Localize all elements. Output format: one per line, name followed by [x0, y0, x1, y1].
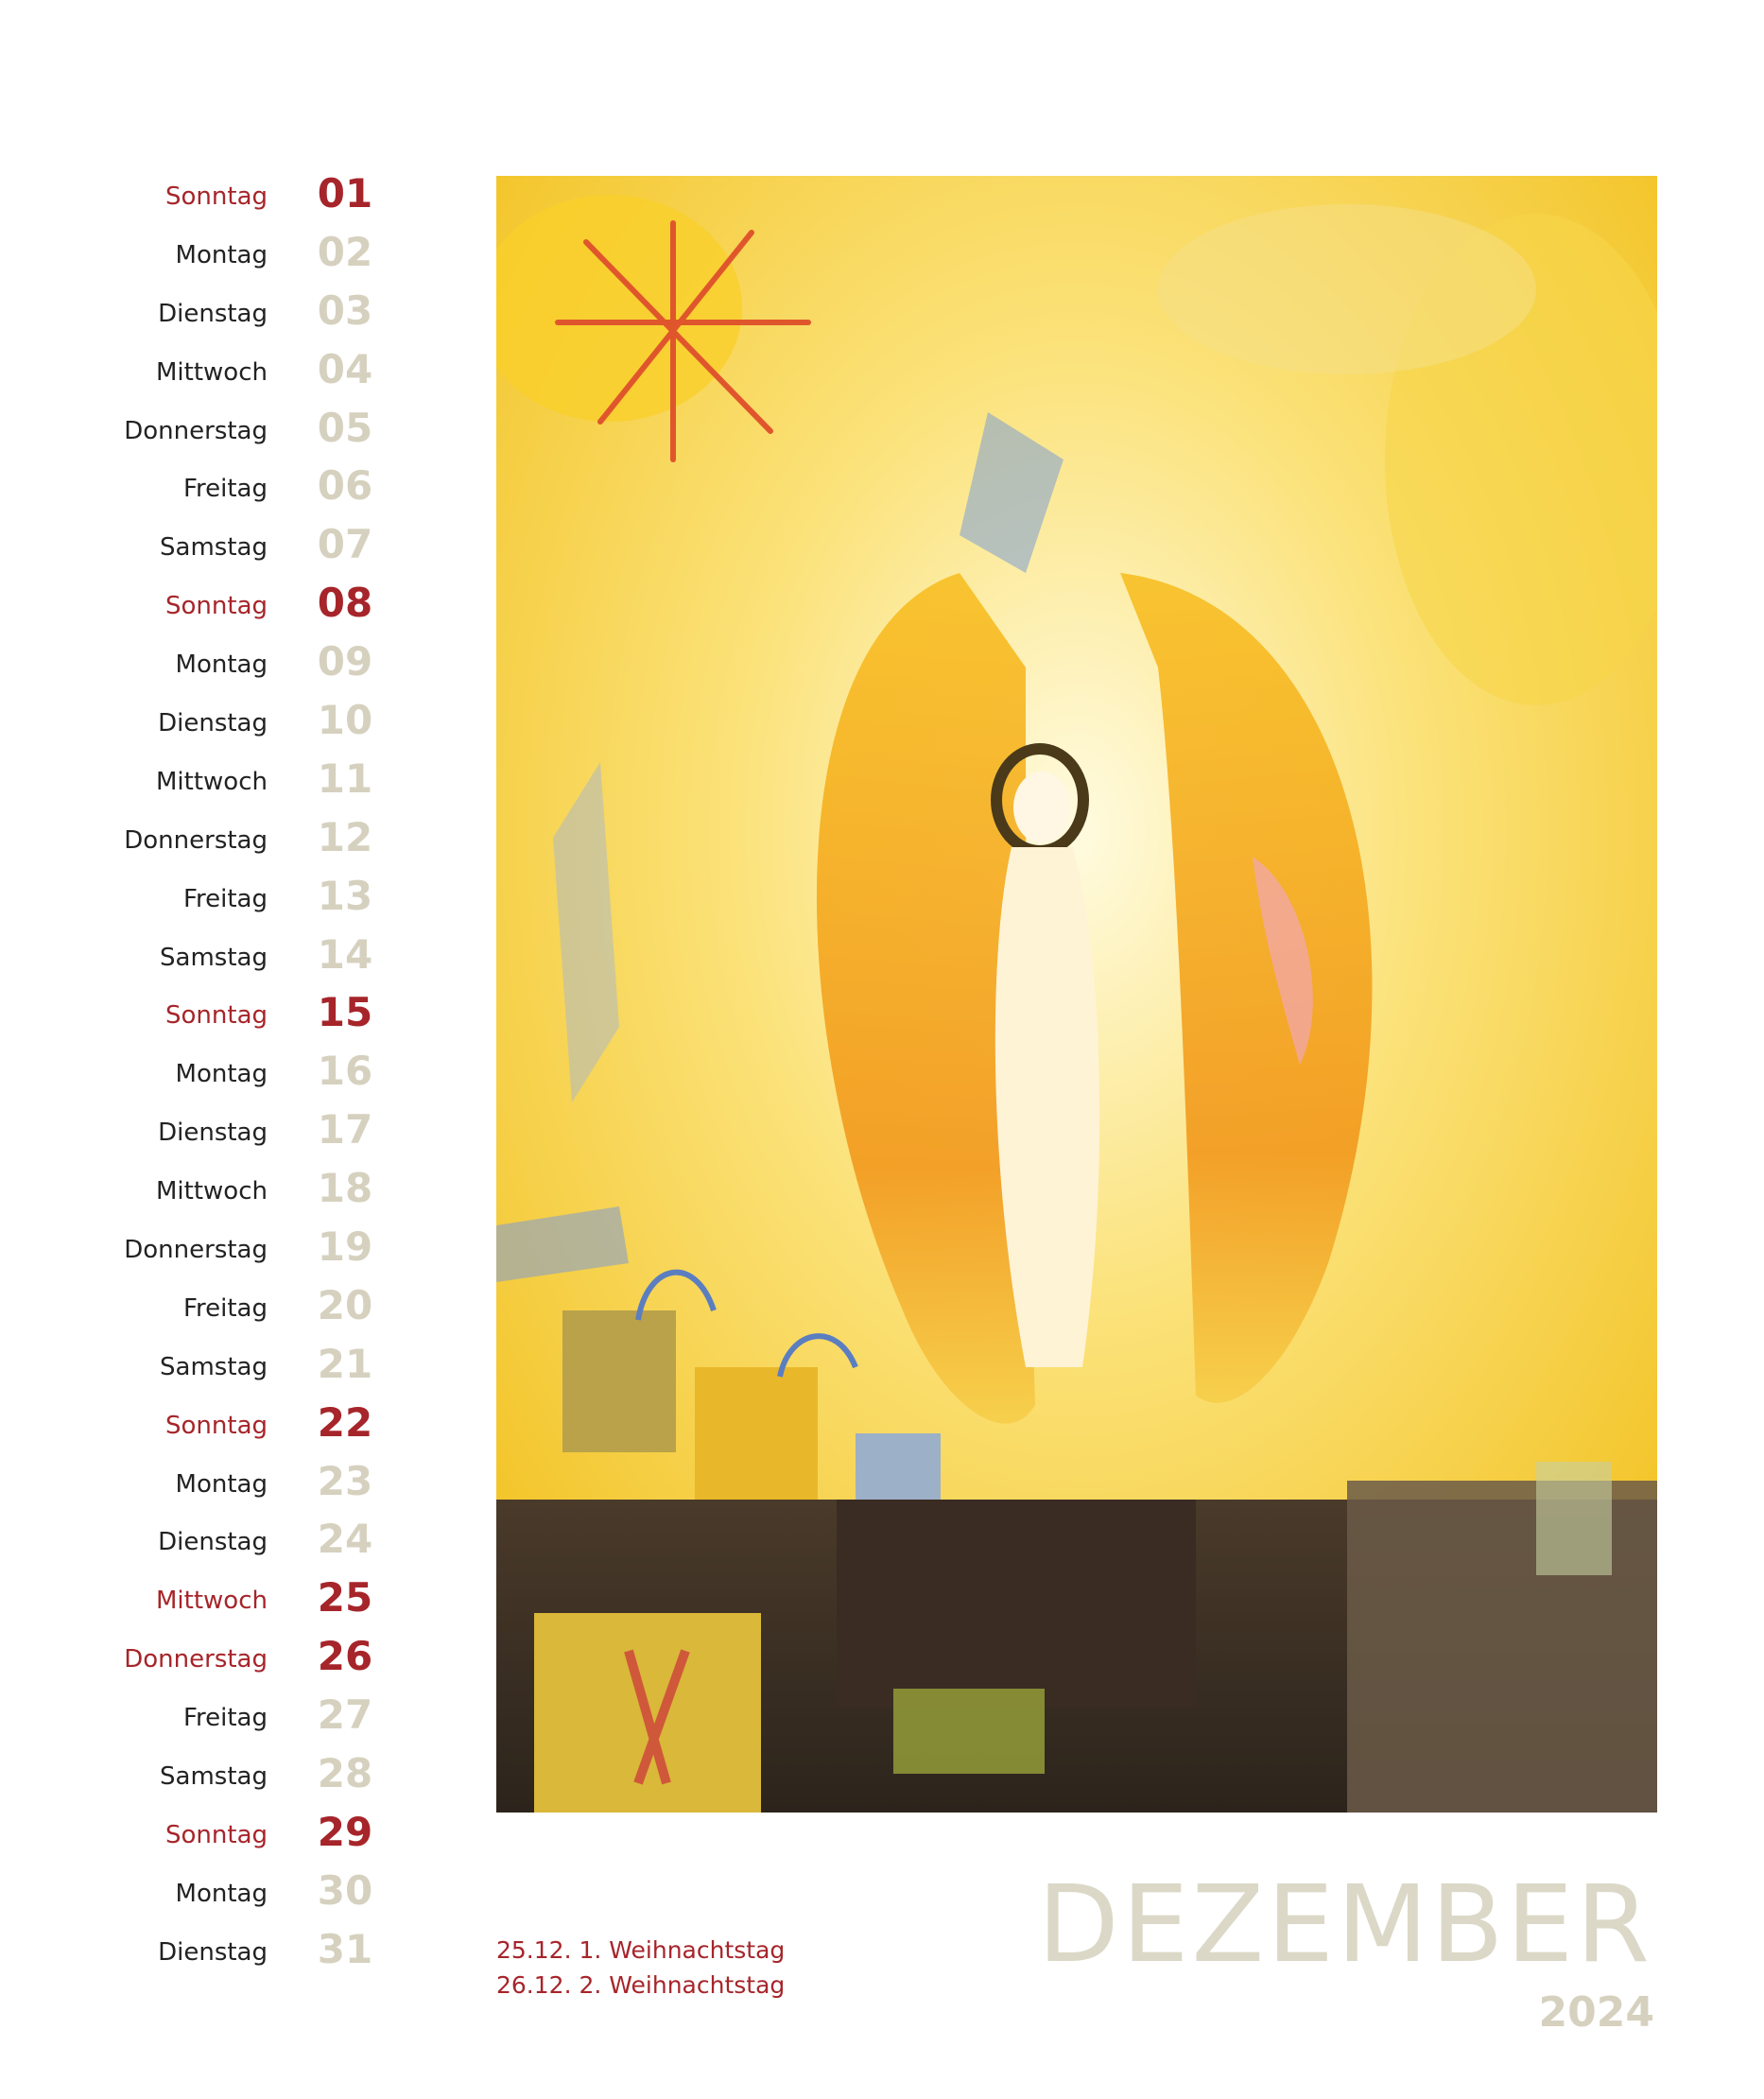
- day-number: 19: [317, 1223, 373, 1271]
- day-number: 17: [317, 1106, 373, 1154]
- weekday-label: Freitag: [182, 1293, 268, 1323]
- weekday-label: Dienstag: [158, 1119, 268, 1148]
- day-row: [0, 1863, 397, 1921]
- weekday-label: Sonntag: [165, 182, 268, 211]
- painting-artwork: [496, 176, 1657, 1813]
- weekday-label: Samstag: [160, 533, 268, 563]
- weekday-label: Sonntag: [165, 1820, 268, 1849]
- weekday-label: Montag: [175, 651, 268, 680]
- day-row: [0, 1687, 397, 1745]
- day-row: [0, 633, 397, 692]
- day-row: [0, 1570, 397, 1628]
- day-row: [0, 1745, 397, 1804]
- weekday-label: Dienstag: [158, 709, 268, 738]
- day-row: [0, 575, 397, 633]
- day-number: 07: [317, 521, 373, 568]
- day-number: 11: [317, 755, 373, 802]
- day-number: 25: [317, 1574, 373, 1622]
- day-row: [0, 1453, 397, 1512]
- day-number: 24: [317, 1516, 373, 1563]
- day-number: 30: [317, 1866, 373, 1914]
- weekday-label: Dienstag: [158, 299, 268, 328]
- weekday-label: Mittwoch: [156, 1587, 268, 1616]
- day-number: 20: [317, 1281, 373, 1328]
- weekday-label: Mittwoch: [156, 1177, 268, 1206]
- weekday-label: Montag: [175, 1879, 268, 1908]
- day-number: 26: [317, 1633, 373, 1680]
- weekday-label: Freitag: [182, 475, 268, 504]
- day-number: 02: [317, 228, 373, 275]
- weekday-label: Donnerstag: [124, 1645, 268, 1674]
- day-number: 04: [317, 345, 373, 392]
- day-row: [0, 984, 397, 1043]
- day-number: 03: [317, 286, 373, 334]
- day-number: 15: [317, 989, 373, 1036]
- day-number: 29: [317, 1808, 373, 1855]
- day-row: [0, 458, 397, 516]
- weekday-label: Dienstag: [158, 1937, 268, 1967]
- day-row: [0, 165, 397, 224]
- weekday-label: Sonntag: [165, 1411, 268, 1440]
- day-row: [0, 400, 397, 459]
- day-number: 12: [317, 813, 373, 860]
- weekday-label: Dienstag: [158, 1528, 268, 1557]
- day-row: [0, 809, 397, 868]
- day-row: [0, 751, 397, 809]
- day-row: [0, 341, 397, 400]
- weekday-label: Freitag: [182, 1704, 268, 1733]
- day-row: [0, 868, 397, 927]
- day-row: [0, 1395, 397, 1453]
- weekday-label: Mittwoch: [156, 767, 268, 796]
- day-row: [0, 1102, 397, 1160]
- day-number: 22: [317, 1398, 373, 1446]
- day-number: 31: [317, 1925, 373, 1972]
- day-row: [0, 1628, 397, 1687]
- weekday-label: Samstag: [160, 943, 268, 972]
- day-number: 28: [317, 1750, 373, 1797]
- weekday-label: Montag: [175, 240, 268, 269]
- weekday-label: Donnerstag: [124, 825, 268, 855]
- weekday-label: Mittwoch: [156, 357, 268, 387]
- day-row: [0, 1511, 397, 1570]
- day-row: [0, 1160, 397, 1219]
- day-number: 13: [317, 872, 373, 919]
- weekday-label: Montag: [175, 1469, 268, 1499]
- day-number: 01: [317, 170, 373, 217]
- holiday-note: 26.12. 2. Weihnachtstag: [496, 1971, 786, 1999]
- year-label: 2024: [1538, 1988, 1654, 2037]
- day-row: [0, 927, 397, 985]
- day-row: [0, 692, 397, 751]
- day-number: 06: [317, 462, 373, 510]
- day-number: 08: [317, 580, 373, 627]
- weekday-label: Sonntag: [165, 592, 268, 621]
- weekday-label: Freitag: [182, 884, 268, 913]
- day-number: 14: [317, 930, 373, 978]
- day-number: 09: [317, 638, 373, 685]
- weekday-label: Samstag: [160, 1762, 268, 1792]
- weekday-label: Donnerstag: [124, 416, 268, 445]
- day-row: [0, 1336, 397, 1395]
- day-row: [0, 1804, 397, 1863]
- angel-painting: [496, 176, 1657, 1813]
- day-row: [0, 224, 397, 283]
- weekday-label: Samstag: [160, 1352, 268, 1381]
- day-row: [0, 516, 397, 575]
- month-title: DEZEMBER: [1037, 1864, 1652, 1986]
- day-row: [0, 1921, 397, 1980]
- weekday-label: Montag: [175, 1060, 268, 1089]
- holiday-note: 25.12. 1. Weihnachtstag: [496, 1936, 786, 1964]
- day-number: 05: [317, 404, 373, 451]
- day-number: 21: [317, 1340, 373, 1387]
- day-list: [0, 165, 397, 1980]
- weekday-label: Donnerstag: [124, 1236, 268, 1265]
- day-row: [0, 1043, 397, 1102]
- day-row: [0, 1219, 397, 1277]
- day-number: 18: [317, 1165, 373, 1212]
- day-row: [0, 1277, 397, 1336]
- day-number: 27: [317, 1691, 373, 1739]
- day-number: 16: [317, 1048, 373, 1095]
- day-number: 23: [317, 1457, 373, 1504]
- weekday-label: Sonntag: [165, 1001, 268, 1031]
- holiday-notes: [496, 1933, 785, 2003]
- day-row: [0, 283, 397, 341]
- day-number: 10: [317, 697, 373, 744]
